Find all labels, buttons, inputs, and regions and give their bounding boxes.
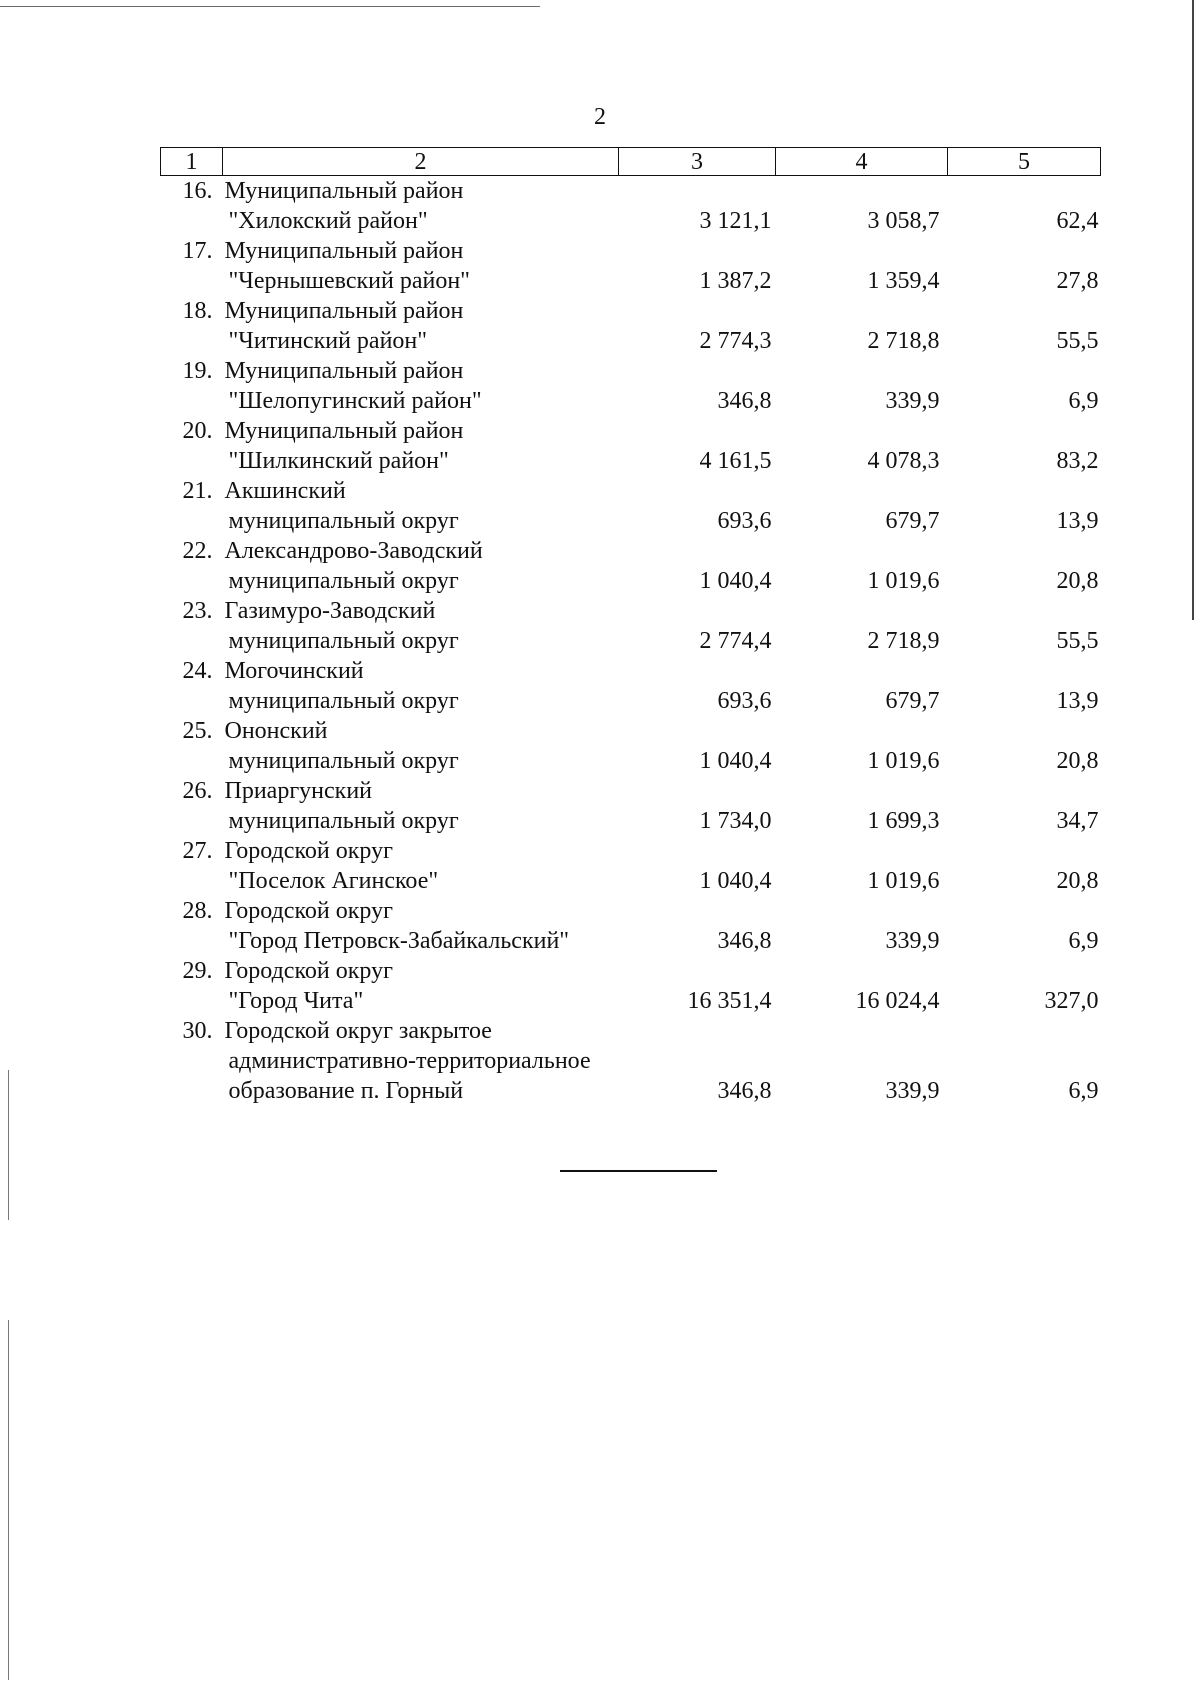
value-column-4: 2 718,8 [867,328,940,354]
value-column-4: 1 359,4 [867,268,940,294]
row-number: 21. [182,478,213,504]
municipality-name-line: "Шелопугинский район" [228,388,482,414]
municipality-name-line: Муниципальный район [224,298,464,324]
municipality-name [223,656,619,716]
municipality-name-line: Муниципальный район [224,358,464,384]
municipality-name-line: муниципальный округ [228,808,459,834]
municipality-name-line: Приаргунский [224,778,373,804]
value-column-5: 20,8 [1056,868,1099,894]
row-number: 20. [182,418,213,444]
value-column-3: 1 040,4 [699,868,772,894]
municipality-name-line: Муниципальный район [224,178,464,204]
value-column-5: 327,0 [1044,988,1099,1014]
municipality-name-line: Городской округ [224,898,393,924]
table-row [161,776,1101,836]
value-column-5: 83,2 [1056,448,1099,474]
municipality-name [223,836,619,896]
value-column-3: 693,6 [717,688,772,714]
value-column-3: 2 774,3 [699,328,772,354]
value-column-4: 339,9 [885,388,940,414]
municipality-name-line: муниципальный округ [228,688,459,714]
municipality-name [223,716,619,776]
municipality-name-line: "Хилокский район" [228,208,428,234]
value-column-5: 27,8 [1056,268,1099,294]
value-column-3: 693,6 [717,508,772,534]
municipality-name [223,296,619,356]
municipality-name-line: образование п. Горный [228,1078,464,1104]
row-number: 29. [182,958,213,984]
municipality-name-line: Городской округ [224,838,393,864]
scan-left-edge-line [8,1320,9,1680]
table-row [161,656,1101,716]
column-header: 5 [948,148,1101,176]
row-number: 28. [182,898,213,924]
scan-top-edge-line [0,6,540,7]
table-row [161,836,1101,896]
municipality-name-line: Могочинский [224,658,364,684]
row-number: 22. [182,538,213,564]
municipality-name-line: "Город Чита" [228,988,364,1014]
municipality-name-line: "Город Петровск-Забайкальский" [228,928,570,954]
value-column-5: 13,9 [1056,508,1099,534]
row-number: 24. [182,658,213,684]
row-number: 27. [182,838,213,864]
row-number: 19. [182,358,213,384]
table-row [161,236,1101,296]
value-column-5: 6,9 [1068,1078,1099,1104]
table-row [161,416,1101,476]
municipality-name-line: Александрово-Заводский [224,538,483,564]
municipality-name-line: муниципальный округ [228,508,459,534]
page-number: 2 [594,104,606,130]
value-column-4: 1 699,3 [867,808,940,834]
row-number: 16. [182,178,213,204]
table-header-row [161,148,1101,176]
value-column-4: 679,7 [885,508,940,534]
municipality-name-line: Газимуро-Заводский [224,598,436,624]
value-column-5: 34,7 [1056,808,1099,834]
value-column-3: 16 351,4 [687,988,772,1014]
municipality-name [223,776,619,836]
municipality-name [223,896,619,956]
value-column-5: 55,5 [1056,628,1099,654]
value-column-4: 679,7 [885,688,940,714]
municipality-name-line: Муниципальный район [224,238,464,264]
row-number: 23. [182,598,213,624]
table-row [161,1016,1101,1106]
row-number: 26. [182,778,213,804]
municipality-name-line: Акшинский [224,478,346,504]
municipality-name-line: Ононский [224,718,328,744]
municipality-name [223,176,619,237]
end-of-table-rule [560,1170,717,1172]
value-column-3: 1 387,2 [699,268,772,294]
value-column-3: 4 161,5 [699,448,772,474]
value-column-4: 1 019,6 [867,748,940,774]
value-column-4: 2 718,9 [867,628,940,654]
value-column-4: 339,9 [885,928,940,954]
column-header: 4 [776,148,948,176]
table-row [161,596,1101,656]
row-number: 25. [182,718,213,744]
municipality-name-line: "Шилкинский район" [228,448,449,474]
table-row [161,536,1101,596]
table-row [161,296,1101,356]
value-column-4: 1 019,6 [867,568,940,594]
municipality-name [223,476,619,536]
municipality-name [223,356,619,416]
value-column-3: 1 040,4 [699,568,772,594]
municipality-name [223,536,619,596]
column-header: 3 [619,148,776,176]
value-column-4: 339,9 [885,1078,940,1104]
municipality-name-line: Городской округ закрытое [224,1018,492,1044]
municipality-name-line: муниципальный округ [228,748,459,774]
scan-right-edge-line [1192,0,1194,620]
table-row [161,356,1101,416]
value-column-5: 13,9 [1056,688,1099,714]
municipality-name-line: Муниципальный район [224,418,464,444]
column-header: 2 [223,148,619,176]
municipality-name [223,956,619,1016]
table-row [161,476,1101,536]
table-row [161,956,1101,1016]
municipality-name-line: административно-территориальное [228,1048,591,1074]
table-row [161,896,1101,956]
municipality-name [223,236,619,296]
table-body [161,176,1101,1107]
table-row [161,716,1101,776]
municipality-name-line: "Поселок Агинское" [228,868,439,894]
value-column-5: 20,8 [1056,748,1099,774]
value-column-4: 1 019,6 [867,868,940,894]
value-column-4: 4 078,3 [867,448,940,474]
column-header: 1 [161,148,223,176]
allocation-table [160,147,1101,1106]
value-column-3: 2 774,4 [699,628,772,654]
value-column-5: 62,4 [1056,208,1099,234]
municipality-name [223,1016,619,1106]
value-column-3: 1 734,0 [699,808,772,834]
value-column-5: 6,9 [1068,388,1099,414]
municipality-name-line: "Чернышевский район" [228,268,470,294]
value-column-3: 346,8 [717,388,772,414]
municipality-name-line: муниципальный округ [228,568,459,594]
value-column-4: 16 024,4 [855,988,940,1014]
scan-left-edge-line [8,1070,9,1220]
municipality-name [223,596,619,656]
value-column-4: 3 058,7 [867,208,940,234]
row-number: 17. [182,238,213,264]
value-column-3: 3 121,1 [699,208,772,234]
municipality-name [223,416,619,476]
row-number: 30. [182,1018,213,1044]
municipality-name-line: "Читинский район" [228,328,428,354]
row-number: 18. [182,298,213,324]
value-column-3: 346,8 [717,928,772,954]
value-column-5: 55,5 [1056,328,1099,354]
value-column-3: 1 040,4 [699,748,772,774]
value-column-5: 6,9 [1068,928,1099,954]
value-column-5: 20,8 [1056,568,1099,594]
municipality-name-line: Городской округ [224,958,393,984]
municipality-name-line: муниципальный округ [228,628,459,654]
table-row [161,176,1101,237]
value-column-3: 346,8 [717,1078,772,1104]
